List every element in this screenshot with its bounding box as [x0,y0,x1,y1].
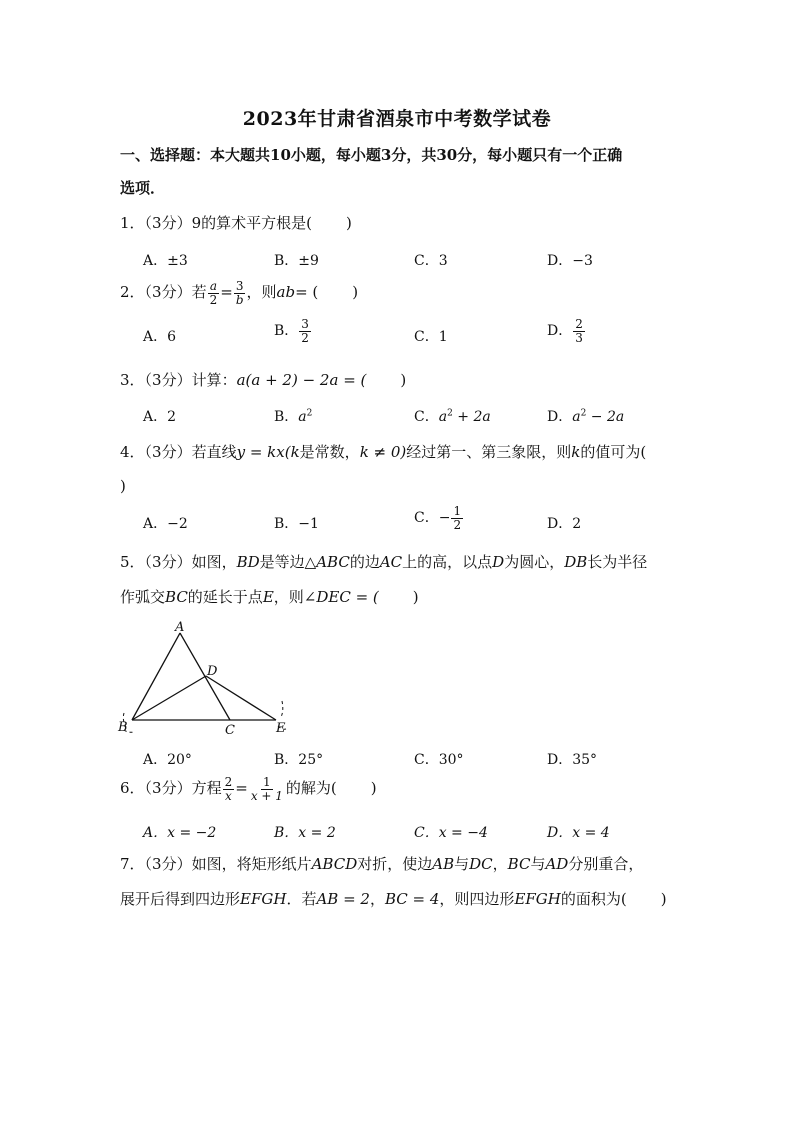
question-1-close: ) [345,214,352,232]
q6-option-d[interactable]: D．x = 4 [547,825,610,841]
q3-option-c-label: C． [414,409,439,425]
q6-option-a[interactable]: A．x = −2 [143,825,217,841]
q2-ob-den: 2 [301,330,309,345]
q5-l1b: BD [236,553,260,571]
q2-option-a[interactable]: A．6 [143,329,177,345]
question-1-text: 1．（3分）9的算术平方根是( [120,214,312,232]
q6-tail: 的解为( [285,779,337,798]
q5-l2d: E [262,588,274,606]
q6-f2-den: x + 1 [250,788,283,803]
q5-l1d: △ABC [304,553,350,571]
q2-f1-num: a [209,279,217,293]
q2-fraction-1 [208,280,220,306]
q2-option-b[interactable] [274,318,312,344]
q7-l1h: BC [507,855,531,873]
q5-l1h: D [492,553,505,571]
q6-option-c[interactable]: C．x = −4 [414,825,488,841]
segment-ab [132,633,180,720]
q7-l2d: AB = 2 [316,890,370,908]
q6-fraction-1 [223,776,235,802]
q5-l2a: 作弧交 [120,588,166,606]
q4-expr3: k [571,443,581,461]
q5-l1c: 是等边 [259,553,305,571]
q5-l2f: ∠DEC = ( [303,588,379,606]
q5-close: ) [412,588,419,606]
q5-l1k: 长为半径 [587,553,648,571]
q3-od-var: a [572,409,581,425]
q7-l1c: 对折，使边 [357,855,433,873]
q5-option-c[interactable]: C．30° [414,752,464,768]
q1-option-b[interactable]: B．±9 [274,253,319,269]
page-title: 2023年甘肃省酒泉市中考数学试卷 [242,108,552,130]
q2-option-c[interactable]: C．1 [414,329,448,345]
q7-l2g: ，则四边形 [439,890,515,908]
q7-l1k: 分别重合， [568,855,644,873]
question-3-stem [120,369,406,390]
q4-expr1: y = kx(k [236,443,300,461]
q2-fraction-2 [234,280,246,306]
label-c: C [225,723,235,738]
q3-option-b[interactable] [274,406,312,426]
question-7-line1 [120,853,643,874]
q5-l1a: 5．（3分）如图， [120,553,237,571]
q7-l2c: ．若 [286,890,317,908]
segment-de [206,676,276,720]
q2-f1-den: 2 [209,292,218,307]
q4-t1: 是常数， [299,443,360,461]
q3-ob-var: a [298,409,307,425]
q7-l2b: EFGH [240,890,287,908]
q3-option-c[interactable] [414,406,491,426]
q3-oc-rest: + 2a [452,409,491,425]
q7-l2h: EFGH [514,890,561,908]
q4-oc-num: 1 [453,504,462,518]
q6-f1-den: x [225,788,232,803]
q6-close: ) [370,779,377,798]
q2-expr: ab [276,283,296,302]
q4-option-c-label: C．− [414,510,451,527]
q6-f2-num: 1 [263,775,271,789]
q2-tail: = ( [295,283,319,302]
question-1-stem [120,212,352,233]
q4-option-c[interactable] [414,505,464,531]
question-6-stem [120,776,377,802]
q7-l1a: 7．（3分）如图，将矩形纸片 [120,855,312,873]
q3-od-sup: 2 [580,408,587,419]
q7-l1j: AD [545,855,569,873]
q7-l1i: 与 [530,855,546,873]
q7-l1d: AB [432,855,455,873]
q3-close: ) [400,371,407,389]
q2-close: ) [352,283,359,302]
question-5-line2 [120,586,419,607]
q2-option-d-fraction [573,318,585,344]
q6-option-b[interactable]: B．x = 2 [274,825,336,841]
q6-num: 6．（3分）方程 [120,779,222,798]
q7-l2f: BC = 4 [384,890,440,908]
q2-ob-num: 3 [301,317,309,331]
q5-option-d[interactable]: D．35° [547,752,598,768]
q6-f1-num: 2 [224,775,233,789]
q2-od-num: 2 [575,317,583,331]
triangle-figure [112,617,297,739]
question-5-line1 [120,551,647,572]
arc-at-e [281,701,283,717]
q4-option-d[interactable]: D．2 [547,516,582,532]
q3-option-d-label: D． [547,409,573,425]
q4-t3: 的值可为( [580,443,647,461]
section-header-line2: 选项． [120,179,166,197]
question-7-line2 [120,888,667,909]
q7-close: ) [660,890,667,908]
q5-l2c: 的延长于点 [187,588,263,606]
q6-fraction-2 [249,776,285,802]
q5-l1j: DB [564,553,588,571]
q1-option-d[interactable]: D．−3 [547,253,593,269]
q7-l1f: DC [469,855,493,873]
q7-l1b: ABCD [311,855,358,873]
q7-l2i: 的面积为( [560,890,627,908]
q2-f2-num: 3 [235,279,244,293]
q5-l1g: 上的高，以点 [402,553,493,571]
q3-option-d[interactable] [547,406,624,426]
question-3-num: 3．（3分）计算： [120,371,237,389]
q1-option-c[interactable]: C．3 [414,253,448,269]
q2-od-den: 3 [575,330,583,345]
label-d: D [207,664,218,679]
label-e: E [276,721,286,736]
q7-l1e: 与 [454,855,470,873]
label-b: B [118,720,128,735]
q2-f2-den: b [235,292,244,307]
q3-ob-sup: 2 [306,408,313,419]
section-header-line1: 一、选择题：本大题共10小题，每小题3分，共30分，每小题只有一个正确 [120,146,623,164]
q4-option-a[interactable]: A．−2 [143,516,188,532]
question-4-stem [120,441,646,462]
q4-t2: 经过第一、第三象限，则 [406,443,572,461]
q2-option-d[interactable] [547,318,586,344]
question-4-line2: ) [120,477,126,495]
q3-oc-var: a [438,409,448,425]
q7-l2e: ， [369,890,385,908]
q5-l1i: 为圆心， [504,553,565,571]
q2-option-b-fraction [299,318,311,344]
q3-oc-sup: 2 [447,408,453,419]
q4-option-b[interactable]: B．−1 [274,516,319,532]
q1-option-a[interactable]: A．±3 [143,253,188,269]
q4-expr2: k ≠ 0) [359,443,407,461]
q7-l1g: ， [492,855,508,873]
segment-bd [132,676,206,720]
q5-l2b: BC [165,588,188,606]
label-a: A [175,620,185,635]
q4-num: 4．（3分）若直线 [120,443,237,461]
q2-option-d-label: D． [547,323,573,340]
q3-option-a[interactable]: A．2 [143,409,177,425]
q6-eq: = [235,779,248,798]
q2-mid: ，则 [246,283,277,302]
q3-od-rest: − 2a [586,409,625,425]
q5-l2e: ，则 [273,588,304,606]
q3-expr: a(a + 2) − 2a = ( [236,371,367,389]
q2-eq: = [220,283,233,302]
q2-option-b-label: B． [274,323,299,340]
q3-option-b-label: B． [274,409,299,425]
q5-option-b[interactable]: B．25° [274,752,324,768]
q5-option-a[interactable]: A．20° [143,752,192,768]
q5-l1f: AC [379,553,403,571]
q4-option-c-fraction [451,505,463,531]
question-2-stem [120,280,358,306]
q4-oc-den: 2 [453,517,462,532]
question-2-num: 2．（3分）若 [120,283,207,302]
q5-l1e: 的边 [349,553,380,571]
q7-l2a: 展开后得到四边形 [120,890,241,908]
